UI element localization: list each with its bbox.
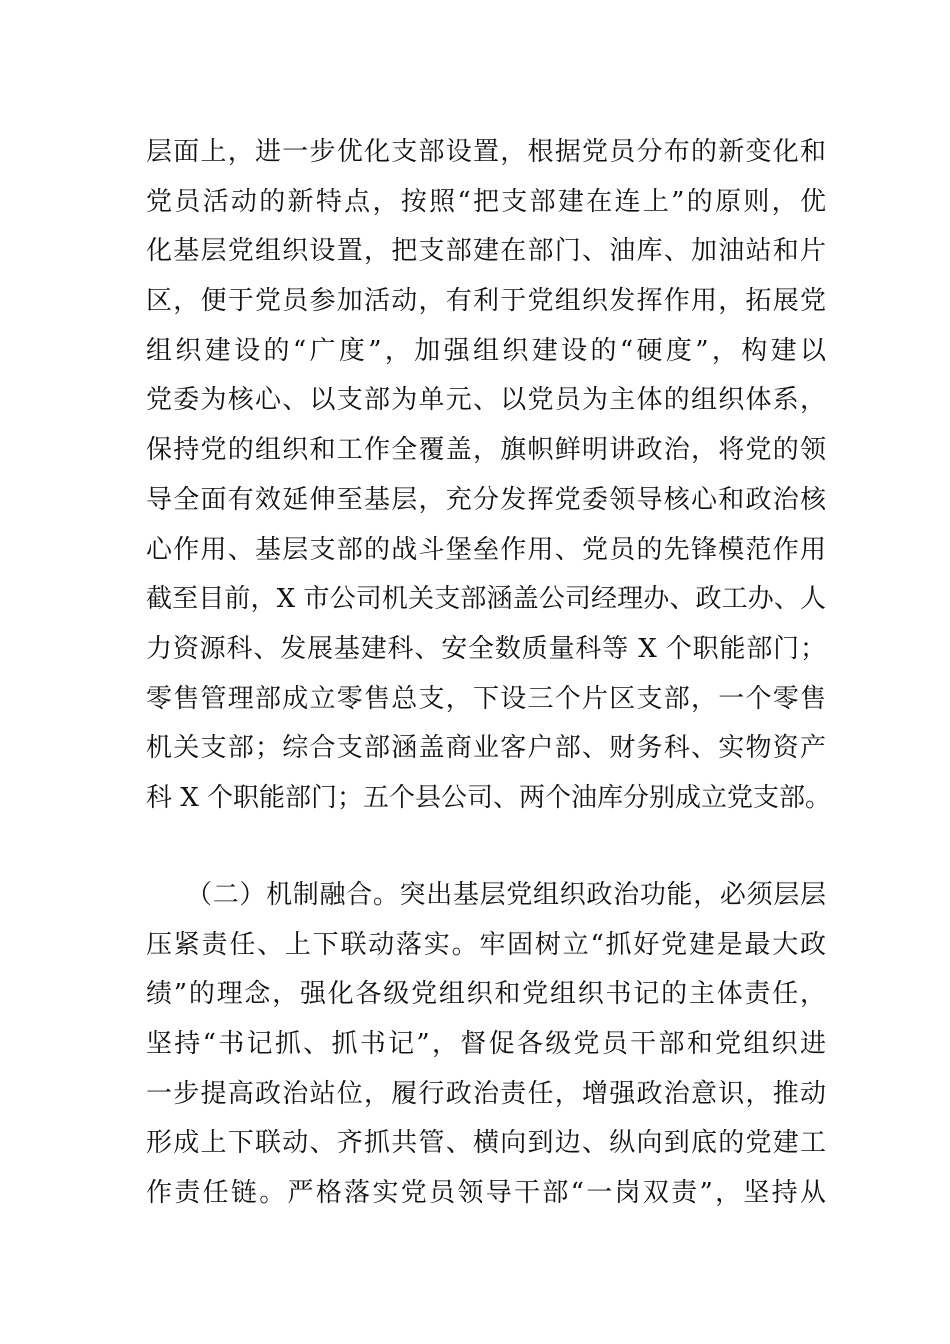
text-line: 一步提高政治站位，履行政治责任，增强政治意识，推动 [146, 1078, 826, 1109]
text-line: 绩”的理念，强化各级党组织和党组织书记的主体责任， [146, 979, 826, 1010]
text-line: （二）机制融合。突出基层党组织政治功能，必须层层 [186, 880, 826, 910]
text-line: 形成上下联动、齐抓共管、横向到边、纵向到底的党建工 [146, 1128, 826, 1159]
text-line: 作责任链。严格落实党员领导干部“一岗双责”，坚持从 [146, 1178, 826, 1209]
text-line: 党委为核心、以支部为单元、以党员为主体的组织体系， [146, 385, 826, 416]
text-line: 心作用、基层支部的战斗堡垒作用、党员的先锋模范作用 [146, 534, 826, 565]
text-line: 机关支部；综合支部涵盖商业客户部、财务科、实物资产 [146, 733, 826, 764]
paragraph-mechanism-integration [146, 871, 826, 1219]
text-line: 党员活动的新特点，按照“把支部建在连上”的原则，优 [146, 186, 826, 217]
text-line: 坚持“书记抓、抓书记”，督促各级党员干部和党组织进 [146, 1029, 826, 1060]
text-line: 层面上，进一步优化支部设置，根据党员分布的新变化和 [146, 137, 826, 167]
paragraph-organization-setup [146, 128, 832, 824]
text-line: 科 X 个职能部门；五个县公司、两个油库分别成立党支部。 [146, 782, 832, 813]
text-line: 组织建设的“广度”，加强组织建设的“硬度”，构建以 [146, 335, 826, 366]
text-line: 区，便于党员参加活动，有利于党组织发挥作用，拓展党 [146, 286, 826, 317]
text-line: 导全面有效延伸至基层，充分发挥党委领导核心和政治核 [146, 484, 826, 515]
text-line: 保持党的组织和工作全覆盖，旗帜鲜明讲政治，将党的领 [146, 435, 826, 466]
text-line: 力资源科、发展基建科、安全数质量科等 X 个职能部门； [146, 633, 826, 664]
text-line: 截至目前，X 市公司机关支部涵盖公司经理办、政工办、人 [146, 584, 826, 615]
text-line: 压紧责任、上下联动落实。牢固树立“抓好党建是最大政 [146, 929, 826, 960]
text-line: 化基层党组织设置，把支部建在部门、油库、加油站和片 [146, 236, 826, 267]
text-line: 零售管理部成立零售总支，下设三个片区支部，一个零售 [146, 683, 826, 714]
